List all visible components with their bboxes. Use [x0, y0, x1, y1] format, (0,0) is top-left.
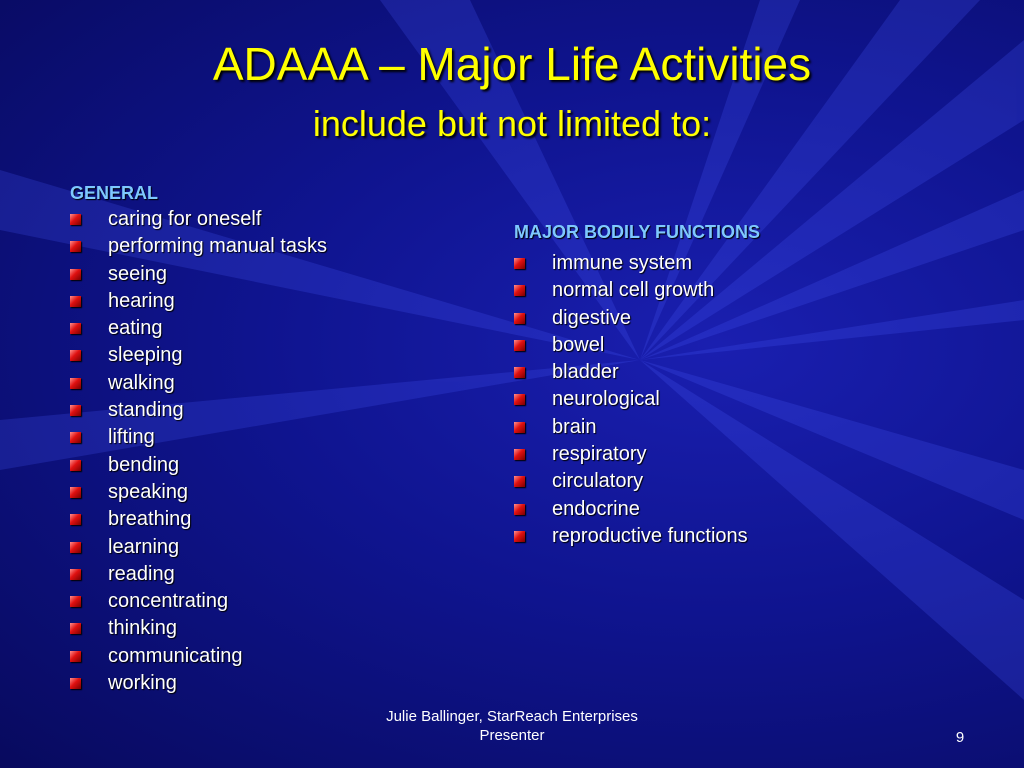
red-square-bullet-icon [70, 596, 81, 607]
red-square-bullet-icon [70, 323, 81, 334]
list-item [70, 263, 470, 290]
red-square-bullet-icon [70, 569, 81, 580]
list-item [514, 443, 954, 470]
list-item [514, 279, 954, 306]
red-square-bullet-icon [514, 340, 525, 351]
red-square-bullet-icon [70, 350, 81, 361]
general-heading: GENERAL [70, 183, 159, 203]
list-item-text: brain [552, 415, 597, 438]
list-item [514, 525, 954, 552]
red-square-bullet-icon [70, 241, 81, 252]
red-square-bullet-icon [70, 296, 81, 307]
slide-number: 9 [955, 729, 965, 746]
list-item [70, 508, 470, 535]
red-square-bullet-icon [514, 422, 525, 433]
list-item [70, 536, 470, 563]
list-item-text: respiratory [552, 443, 647, 466]
list-item-text: reproductive functions [552, 524, 748, 547]
red-square-bullet-icon [70, 542, 81, 553]
red-square-bullet-icon [70, 269, 81, 280]
footer-presenter-role: Presenter [479, 727, 545, 744]
list-item-text: performing manual tasks [108, 235, 327, 258]
list-item-text: thinking [108, 617, 177, 640]
list-item [70, 617, 470, 644]
red-square-bullet-icon [70, 460, 81, 471]
list-item-text: eating [108, 317, 163, 340]
list-item-text: communicating [108, 644, 243, 667]
list-item-text: seeing [108, 262, 167, 285]
red-square-bullet-icon [70, 214, 81, 225]
list-item-text: neurological [552, 388, 660, 411]
red-square-bullet-icon [514, 449, 525, 460]
list-item-text: learning [108, 535, 180, 558]
red-square-bullet-icon [514, 531, 525, 542]
list-item [70, 290, 470, 317]
list-item [70, 317, 470, 344]
list-item [70, 645, 470, 672]
list-item [514, 334, 954, 361]
list-item-text: working [108, 672, 177, 695]
red-square-bullet-icon [514, 285, 525, 296]
red-square-bullet-icon [70, 651, 81, 662]
list-item-text: circulatory [552, 470, 644, 493]
bodily-functions-heading: MAJOR BODILY FUNCTIONS [514, 222, 761, 242]
list-item [70, 208, 470, 235]
list-item [70, 590, 470, 617]
list-item-text: bending [108, 453, 180, 476]
list-item [514, 416, 954, 443]
footer-presenter-name: Julie Ballinger, StarReach Enterprises [386, 708, 638, 725]
list-item-text: endocrine [552, 497, 640, 520]
list-item [70, 372, 470, 399]
list-item-text: reading [108, 562, 175, 585]
list-item [70, 563, 470, 590]
red-square-bullet-icon [70, 487, 81, 498]
list-item [514, 388, 954, 415]
list-item [70, 426, 470, 453]
list-item-text: hearing [108, 289, 175, 312]
list-item [514, 307, 954, 334]
red-square-bullet-icon [70, 623, 81, 634]
slide-title: ADAAA – Major Life Activities [212, 38, 812, 90]
red-square-bullet-icon [70, 405, 81, 416]
list-item [70, 344, 470, 371]
list-item-text: concentrating [108, 590, 229, 613]
list-item-text: immune system [552, 252, 693, 274]
list-item [70, 454, 470, 481]
footer-presenter [362, 707, 662, 745]
red-square-bullet-icon [70, 514, 81, 525]
list-item [514, 361, 954, 388]
red-square-bullet-icon [514, 394, 525, 405]
list-item-text: bladder [552, 361, 619, 384]
red-square-bullet-icon [514, 313, 525, 324]
list-item [70, 672, 470, 699]
bodily-functions-list [514, 252, 954, 552]
red-square-bullet-icon [70, 378, 81, 389]
list-item-text: caring for oneself [108, 208, 262, 230]
red-square-bullet-icon [514, 476, 525, 487]
list-item [514, 252, 954, 279]
list-item [70, 481, 470, 508]
list-item [70, 399, 470, 426]
list-item-text: normal cell growth [552, 279, 715, 302]
list-item-text: breathing [108, 508, 192, 531]
list-item-text: lifting [108, 426, 155, 449]
red-square-bullet-icon [514, 258, 525, 269]
list-item [514, 470, 954, 497]
list-item-text: digestive [552, 306, 631, 329]
general-list [70, 208, 470, 699]
red-square-bullet-icon [514, 367, 525, 378]
list-item [514, 498, 954, 525]
list-item-text: sleeping [108, 344, 183, 367]
red-square-bullet-icon [70, 678, 81, 689]
red-square-bullet-icon [70, 432, 81, 443]
slide-subtitle: include but not limited to: [312, 103, 712, 144]
list-item [70, 235, 470, 262]
list-item-text: walking [108, 371, 175, 394]
list-item-text: bowel [552, 333, 605, 356]
list-item-text: standing [108, 399, 184, 422]
red-square-bullet-icon [514, 504, 525, 515]
list-item-text: speaking [108, 480, 189, 503]
